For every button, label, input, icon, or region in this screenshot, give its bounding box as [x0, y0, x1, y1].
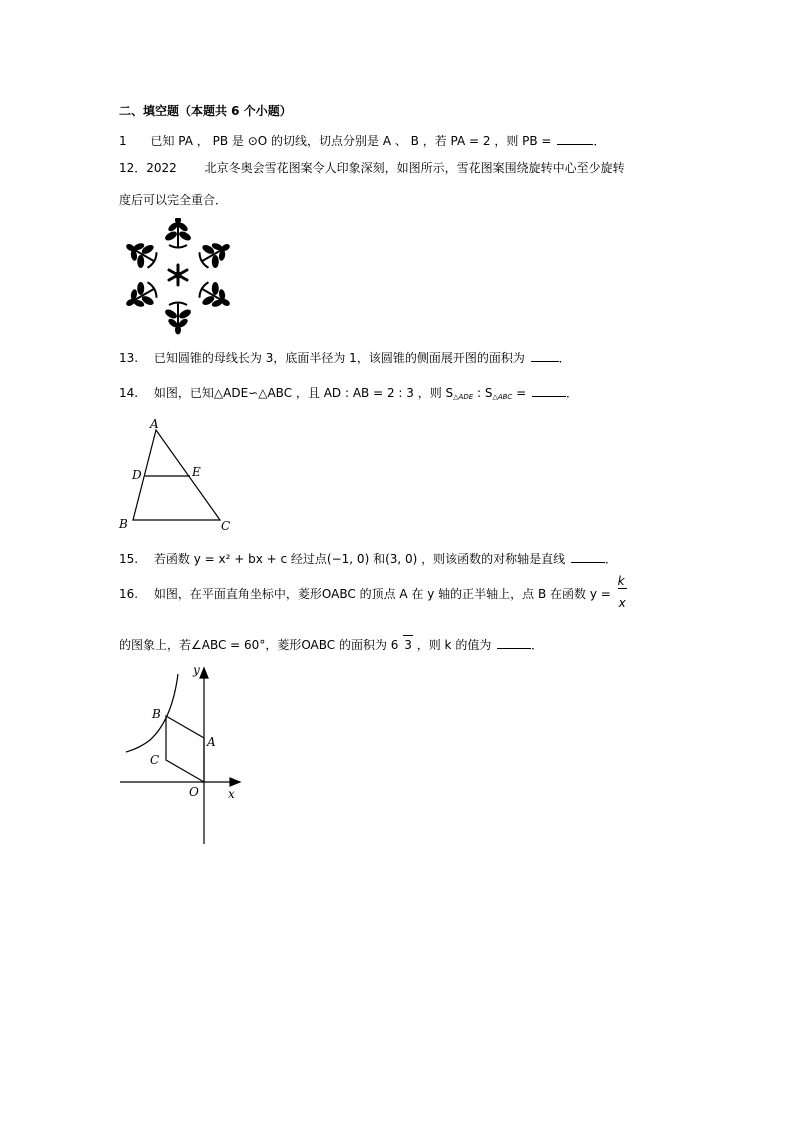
x-axis-arrow: [230, 778, 240, 786]
snowflake-figure: [118, 218, 240, 336]
fraction-bar: [618, 588, 627, 589]
snowflake-center: [169, 265, 187, 285]
label-d: D: [132, 468, 142, 482]
answer-blank[interactable]: [557, 144, 593, 145]
question-12: [119, 159, 625, 177]
snowflake-branch: [164, 218, 191, 248]
label-y: y: [193, 663, 200, 677]
question-13: [119, 349, 571, 367]
triangle-abc: [133, 430, 220, 520]
question-text: 已知圆锥的母线长为 3，底面半径为 1，该圆锥的侧面展开图的面积为: [153, 351, 525, 365]
label-e: E: [192, 465, 201, 479]
equals: =: [512, 386, 527, 400]
question-text: 已知 PA ， PB 是 ⊙O 的切线，切点分别是 A 、 B ，若 PA = 2 ，则 PB =: [150, 134, 552, 148]
question-text: 北京冬奥会雪花图案令人印象深刻，如图所示，雪花图案围绕旋转中心至少旋转: [204, 161, 625, 175]
period: ．: [558, 351, 571, 365]
answer-blank[interactable]: [571, 562, 605, 563]
question-number: 14.: [119, 386, 139, 400]
subscript-ade: △ADE: [453, 393, 474, 401]
question-11: [119, 132, 605, 150]
question-text-cont2: ，则 k 的值为: [416, 638, 492, 652]
question-text: 如图，已知△ADE∽△ABC ，且 AD : AB = 2 : 3 ，则 S: [153, 386, 454, 400]
question-14: [119, 384, 578, 406]
question-number: 12．2022: [119, 161, 177, 175]
question-15: [119, 550, 617, 568]
label-a: A: [150, 417, 159, 431]
period: ．: [531, 638, 544, 652]
question-text: 如图，在平面直角坐标中，菱形OABC 的顶点 A 在 y 轴的正半轴上，点 B 在函数 y =: [153, 587, 611, 601]
subscript-abc: △ABC: [492, 393, 513, 401]
label-o: O: [189, 785, 199, 799]
label-c: C: [221, 519, 231, 533]
period: ．: [566, 386, 579, 400]
answer-blank[interactable]: [497, 648, 531, 649]
fraction-k-over-x: [615, 573, 629, 610]
label-b: B: [119, 517, 128, 531]
question-text: 若函数 y = x² + bx + c 经过点(−1, 0) 和(3, 0) ，则该函数的对称轴是直线: [153, 552, 566, 566]
question-number: 15.: [119, 552, 139, 566]
triangle-figure: [112, 414, 242, 538]
question-number: 16.: [119, 587, 139, 601]
question-16: [119, 573, 629, 610]
question-16-continued: [119, 635, 543, 654]
fraction-denominator: x: [618, 595, 626, 610]
fraction-numerator: k: [617, 573, 625, 588]
label-c: C: [150, 753, 160, 767]
label-a: A: [207, 735, 216, 749]
question-number: 13.: [119, 351, 139, 365]
period: ．: [593, 134, 606, 148]
answer-blank[interactable]: [531, 361, 559, 362]
rhombus-oabc: [166, 716, 204, 782]
question-number: 1: [119, 134, 127, 148]
y-axis-arrow: [200, 668, 208, 678]
question-text-cont: 度后可以完全重合．: [119, 193, 228, 207]
period: ．: [604, 552, 617, 566]
coordinate-figure: [116, 660, 246, 846]
section-title: 二、填空题（本题共 6 个小题）: [119, 104, 292, 118]
colon: : S: [473, 386, 493, 400]
question-text-cont: 的图象上，若∠ABC = 60°，菱形OABC 的面积为 6: [119, 638, 399, 652]
question-12-continued: [119, 191, 227, 209]
sqrt-radicand: 3: [403, 635, 413, 654]
label-b: B: [152, 707, 161, 721]
label-x: x: [228, 787, 235, 801]
answer-blank[interactable]: [532, 396, 566, 397]
